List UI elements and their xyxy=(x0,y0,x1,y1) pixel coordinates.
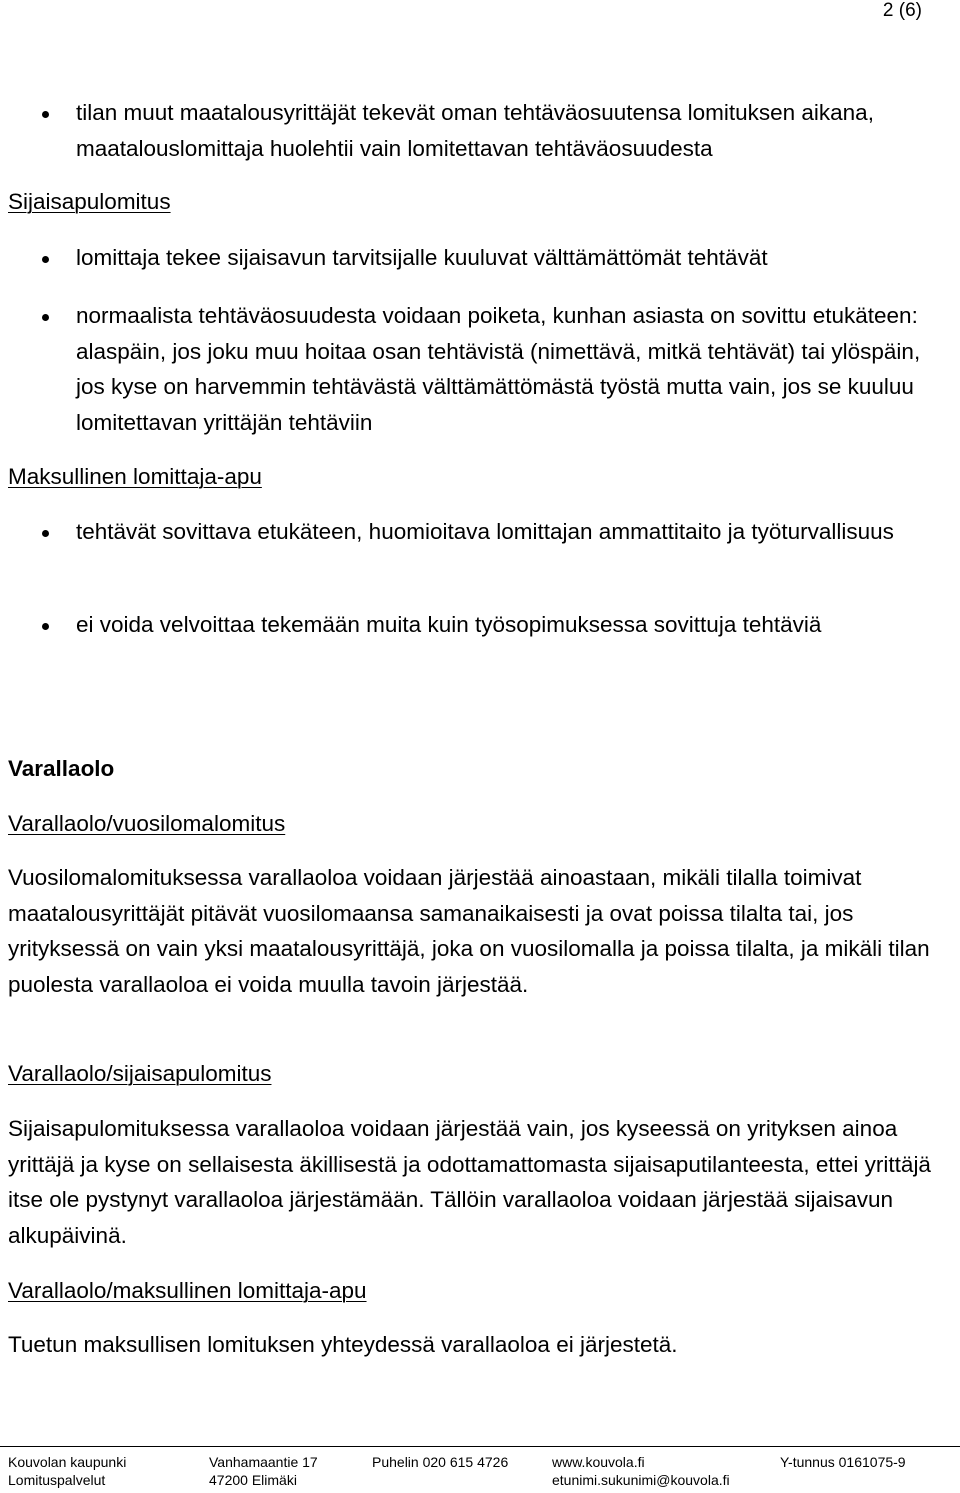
paragraph-maksullinen: Tuetun maksullisen lomituksen yhteydessä varallaoloa ei järjestetä. xyxy=(8,1332,678,1357)
bullet-icon xyxy=(42,111,49,118)
list-item xyxy=(42,298,942,440)
footer-divider xyxy=(0,1446,960,1447)
bullet-icon xyxy=(42,530,49,537)
footer-phone: Puhelin 020 615 4726 xyxy=(372,1454,509,1470)
list-item xyxy=(42,607,942,643)
list-item-text: lomittaja tekee sijaisavun tarvitsijalle kuuluvat välttämättömät tehtävät xyxy=(76,245,768,270)
list-item-text: tehtävät sovittava etukäteen, huomioitava lomittajan ammattitaito ja työturvallisuus xyxy=(76,519,894,544)
paragraph-sijaisapulomitus: Sijaisapulomituksessa varallaoloa voidaan järjestää vain, jos kyseessä on yrityksen ainoa yrittäjä ja kyse on sellaisesta äkillisestä ja odottamattomasta sijaisaputilanteesta, ettei yrittäjä itse ole pystynyt varallaoloa järjestämään. Tällöin varallaoloa voidaan järjestää sijaisavun alkupäivinä. xyxy=(8,1116,931,1248)
subheading-maksullinen: Varallaolo/maksullinen lomittaja-apu xyxy=(8,1278,367,1303)
list-item-text: normaalista tehtäväosuudesta voidaan poiketa, kunhan asiasta on sovittu etukäteen: alaspäin, jos joku muu hoitaa osan tehtävistä (nimettävä, mitkä tehtävät) tai ylöspäin, jos kyse on harvemmin tehtävästä välttämättömästä työstä mutta vain, jos se kuuluu lomitettavan yrittäjän tehtäviin xyxy=(76,303,921,435)
footer-org-line1: Kouvolan kaupunki xyxy=(8,1454,127,1470)
subheading-vuosilomalomitus: Varallaolo/vuosilomalomitus xyxy=(8,811,286,836)
footer-address-line2: 47200 Elimäki xyxy=(209,1472,297,1488)
list-item xyxy=(42,95,942,166)
section-heading-sijaisapulomitus: Sijaisapulomitus xyxy=(8,189,171,214)
section-title-varallaolo: Varallaolo xyxy=(8,756,115,781)
footer-business-id: Y-tunnus 0161075-9 xyxy=(780,1454,906,1470)
bullet-icon xyxy=(42,314,49,321)
bullet-icon xyxy=(42,623,49,630)
subheading-sijaisapulomitus: Varallaolo/sijaisapulomitus xyxy=(8,1061,272,1086)
footer-email-link[interactable]: etunimi.sukunimi@kouvola.fi xyxy=(552,1472,730,1488)
list-item-text: ei voida velvoittaa tekemään muita kuin työsopimuksessa sovittuja tehtäviä xyxy=(76,612,822,637)
section-heading-maksullinen: Maksullinen lomittaja-apu xyxy=(8,464,262,489)
paragraph-vuosilomalomitus: Vuosilomalomituksessa varallaoloa voidaan järjestää ainoastaan, mikäli tilalla toimivat maatalousyrittäjät pitävät vuosilomaansa samanaikaisesti ja ovat poissa tilalta tai, jos yrityksessä on vain yksi maatalousyrittäjä, joka on vuosilomalla ja poissa tilalta, ja mikäli tilan puolesta varallaoloa ei voida muulla tavoin järjestää. xyxy=(8,865,930,997)
footer-org-line2: Lomituspalvelut xyxy=(8,1472,106,1488)
list-item xyxy=(42,240,942,276)
footer-address-line1: Vanhamaantie 17 xyxy=(209,1454,318,1470)
footer-web-link[interactable]: www.kouvola.fi xyxy=(552,1454,645,1470)
page-number: 2 (6) xyxy=(882,0,922,21)
bullet-icon xyxy=(42,256,49,263)
list-item xyxy=(42,514,942,550)
list-item-text: tilan muut maatalousyrittäjät tekevät oman tehtäväosuutensa lomituksen aikana, maatalouslomittaja huolehtii vain lomitettavan tehtäväosuudesta xyxy=(76,100,874,161)
